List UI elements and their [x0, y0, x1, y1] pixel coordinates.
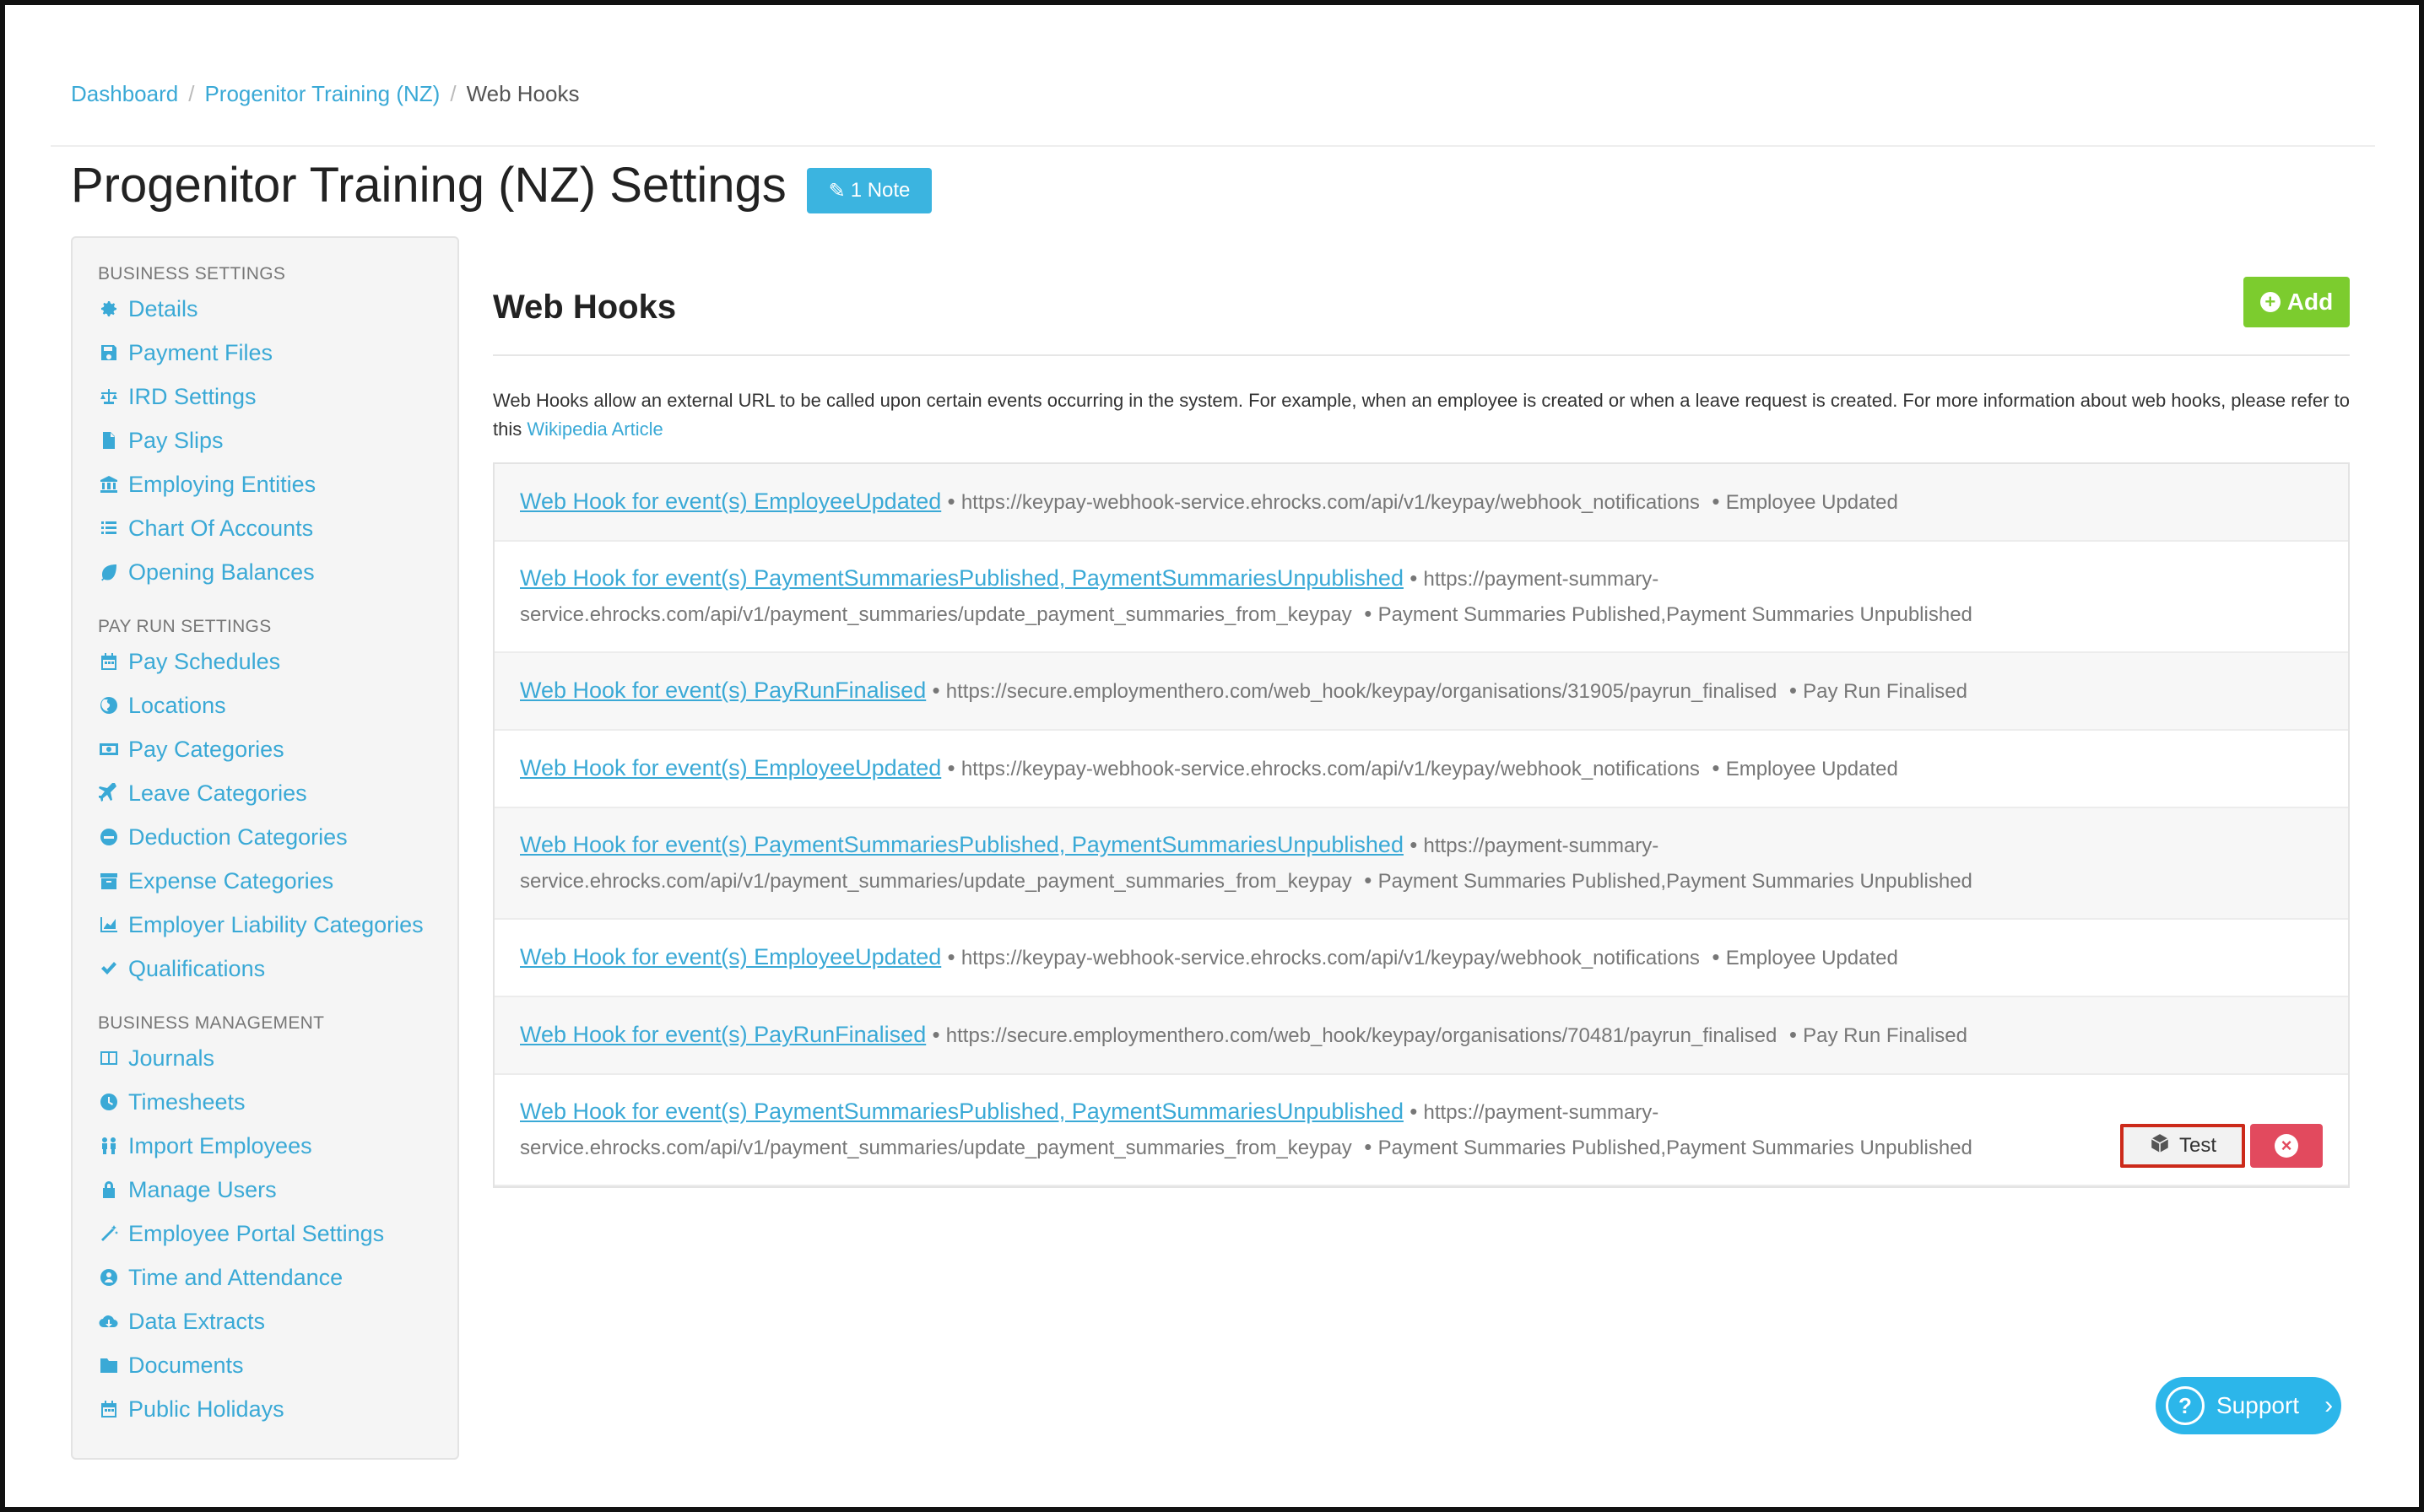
webhook-events: Employee Updated: [1725, 758, 1898, 780]
users-icon: [98, 1135, 120, 1157]
folder-icon: [98, 1354, 120, 1376]
sidebar-item-label: Data Extracts: [128, 1308, 266, 1334]
webhook-list: [493, 462, 2350, 1188]
webhook-url: https://payment-summary-service.ehrocks.com/api/v1/payment_summaries/update_payment_summaries_from_keypay: [520, 568, 1659, 626]
webhook-url: https://keypay-webhook-service.ehrocks.com/api/v1/keypay/webhook_notifications: [960, 491, 1700, 514]
header-divider: [51, 145, 2375, 147]
bullet-separator: •: [1403, 1099, 1424, 1124]
sidebar-item-label: IRD Settings: [128, 383, 257, 409]
sidebar-item-label: Pay Schedules: [128, 648, 281, 674]
sidebar-item-employing-entities[interactable]: [98, 462, 457, 506]
clock-icon: [98, 1091, 120, 1113]
sidebar-heading: BUSINESS MANAGEMENT: [98, 1013, 325, 1033]
wikipedia-link[interactable]: Wikipedia Article: [527, 418, 663, 440]
webhook-events: Pay Run Finalised: [1803, 1024, 1967, 1047]
page-title: Progenitor Training (NZ) Settings: [71, 158, 787, 213]
note-badge-label: 1 Note: [850, 179, 911, 202]
webhook-actions: [2120, 1124, 2323, 1168]
bullet-separator: •: [1351, 601, 1378, 626]
sidebar-item-label: Chart Of Accounts: [128, 515, 314, 541]
sidebar-item-label: Timesheets: [128, 1088, 246, 1115]
webhook-link[interactable]: Web Hook for event(s) PayRunFinalised: [520, 678, 927, 703]
breadcrumb-dashboard[interactable]: Dashboard: [71, 81, 179, 106]
sidebar-item-public-holidays[interactable]: [98, 1387, 457, 1431]
webhook-details: [520, 1094, 2073, 1165]
sidebar-item-leave-categories[interactable]: [98, 771, 457, 815]
webhook-row: [495, 1075, 2348, 1186]
globe-icon: [98, 694, 120, 716]
sidebar-item-employee-portal-settings[interactable]: [98, 1212, 457, 1256]
webhook-url: https://keypay-webhook-service.ehrocks.com/api/v1/keypay/webhook_notifications: [960, 758, 1700, 780]
archive-icon: [98, 870, 120, 892]
webhook-row: [495, 653, 2348, 731]
close-circle-icon: ×: [2275, 1134, 2298, 1158]
sidebar-item-payment-files[interactable]: [98, 331, 457, 375]
sidebar-item-label: Pay Categories: [128, 736, 284, 762]
bullet-separator: •: [1351, 1134, 1378, 1159]
sidebar-item-pay-schedules[interactable]: [98, 640, 457, 683]
webhook-details: [520, 828, 2073, 899]
webhook-events: Pay Run Finalised: [1803, 680, 1967, 703]
webhook-row: [495, 808, 2348, 920]
bullet-separator: •: [941, 489, 961, 514]
sidebar-item-ird-settings[interactable]: [98, 375, 457, 418]
webhook-details: [520, 940, 1898, 975]
scale-icon: [98, 386, 120, 408]
list-icon: [98, 517, 120, 539]
sidebar-item-data-extracts[interactable]: [98, 1299, 457, 1343]
sidebar-item-label: Public Holidays: [128, 1396, 284, 1422]
sidebar-group: [73, 262, 457, 594]
sidebar-item-manage-users[interactable]: [98, 1168, 457, 1212]
cloud-download-icon: [98, 1310, 120, 1332]
edit-icon: ✎: [828, 179, 846, 202]
sidebar-item-label: Expense Categories: [128, 867, 334, 894]
breadcrumb: [71, 81, 579, 107]
sidebar-item-label: Pay Slips: [128, 427, 224, 453]
webhook-details: [520, 484, 1898, 520]
note-badge[interactable]: [807, 168, 932, 213]
sidebar-item-pay-slips[interactable]: [98, 418, 457, 462]
cube-icon: [2149, 1132, 2171, 1160]
bullet-separator: •: [926, 1022, 946, 1047]
webhook-link[interactable]: Web Hook for event(s) PaymentSummariesPublished, PaymentSummariesUnpublished: [520, 1099, 1404, 1124]
webhook-events: Payment Summaries Published,Payment Summaries Unpublished: [1377, 1137, 1972, 1159]
sidebar-item-time-and-attendance[interactable]: [98, 1256, 457, 1299]
support-button[interactable]: [2156, 1377, 2341, 1434]
money-icon: [98, 738, 120, 760]
chart-icon: [98, 914, 120, 936]
webhook-details: [520, 1018, 1967, 1053]
sidebar-item-import-employees[interactable]: [98, 1124, 457, 1168]
webhook-events: Employee Updated: [1725, 491, 1898, 514]
sidebar-item-label: Payment Files: [128, 339, 273, 365]
sidebar-item-locations[interactable]: [98, 683, 457, 727]
check-icon: [98, 958, 120, 980]
sidebar-item-label: Qualifications: [128, 955, 266, 981]
person-icon: [98, 1266, 120, 1288]
sidebar-group: [73, 1011, 457, 1431]
sidebar-item-qualifications[interactable]: [98, 947, 457, 991]
webhook-url: https://secure.employmenthero.com/web_hook/keypay/organisations/31905/payrun_finalised: [945, 680, 1777, 703]
gear-icon: [98, 298, 120, 320]
bullet-separator: •: [1699, 755, 1726, 780]
add-webhook-button[interactable]: [2243, 277, 2350, 327]
plane-icon: [98, 782, 120, 804]
delete-webhook-button[interactable]: [2250, 1124, 2323, 1168]
sidebar-item-label: Employing Entities: [128, 471, 317, 497]
leaf-icon: [98, 561, 120, 583]
webhook-row: [495, 920, 2348, 997]
calendar-icon: [98, 651, 120, 672]
sidebar-item-chart-of-accounts[interactable]: [98, 506, 457, 550]
sidebar-item-label: Employer Liability Categories: [128, 911, 424, 937]
sidebar-item-details[interactable]: [98, 287, 457, 331]
bullet-separator: •: [1699, 489, 1726, 514]
section-divider: [493, 354, 2350, 356]
bullet-separator: •: [1699, 944, 1726, 969]
help-icon: ?: [2166, 1386, 2205, 1425]
webhook-events: Employee Updated: [1725, 947, 1898, 969]
webhook-link[interactable]: Web Hook for event(s) EmployeeUpdated: [520, 944, 942, 969]
minus-circle-icon: [98, 826, 120, 848]
sidebar-heading: PAY RUN SETTINGS: [98, 617, 272, 636]
sidebar-item-label: Import Employees: [128, 1132, 312, 1158]
test-button-label: Test: [2178, 1134, 2216, 1157]
sidebar-item-label: Locations: [128, 692, 226, 718]
plus-circle-icon: +: [2260, 292, 2281, 312]
bullet-separator: •: [1777, 678, 1804, 703]
webhook-link[interactable]: Web Hook for event(s) PaymentSummariesPublished, PaymentSummariesUnpublished: [520, 832, 1404, 857]
calendar-icon: [98, 1398, 120, 1420]
sidebar-item-timesheets[interactable]: [98, 1080, 457, 1124]
sidebar-item-deduction-categories[interactable]: [98, 815, 457, 859]
breadcrumb-business[interactable]: Progenitor Training (NZ): [204, 81, 441, 106]
sidebar-item-label: Opening Balances: [128, 559, 315, 585]
webhook-events: Payment Summaries Published,Payment Summaries Unpublished: [1377, 603, 1972, 626]
bullet-separator: •: [1403, 832, 1424, 857]
webhook-url: https://secure.employmenthero.com/web_hook/keypay/organisations/70481/payrun_finalised: [945, 1024, 1777, 1047]
webhooks-description: [493, 386, 2350, 444]
breadcrumb-separator: /: [450, 81, 457, 106]
webhook-details: [520, 673, 1967, 709]
webhook-url: https://payment-summary-service.ehrocks.com/api/v1/payment_summaries/update_payment_summaries_from_keypay: [520, 1101, 1659, 1159]
file-icon: [98, 429, 120, 451]
sidebar-item-documents[interactable]: [98, 1343, 457, 1387]
sidebar-item-label: Time and Attendance: [128, 1264, 344, 1290]
lock-icon: [98, 1179, 120, 1201]
book-icon: [98, 1047, 120, 1069]
bullet-separator: •: [1403, 565, 1424, 591]
bullet-separator: •: [926, 678, 946, 703]
webhook-row: [495, 464, 2348, 542]
sidebar-item-label: Deduction Categories: [128, 824, 348, 850]
bullet-separator: •: [1351, 867, 1378, 893]
sidebar-item-label: Leave Categories: [128, 780, 307, 806]
webhook-link[interactable]: Web Hook for event(s) PayRunFinalised: [520, 1022, 927, 1047]
sidebar-item-opening-balances[interactable]: [98, 550, 457, 594]
settings-sidebar: [71, 236, 459, 1460]
webhook-row: [495, 731, 2348, 808]
webhook-link[interactable]: Web Hook for event(s) PaymentSummariesPublished, PaymentSummariesUnpublished: [520, 565, 1404, 591]
test-webhook-button[interactable]: [2120, 1124, 2245, 1168]
sidebar-item-journals[interactable]: [98, 1036, 457, 1080]
support-label: Support: [2216, 1392, 2300, 1418]
bullet-separator: •: [941, 755, 961, 780]
sidebar-item-label: Manage Users: [128, 1176, 277, 1202]
sidebar-item-label: Journals: [128, 1045, 215, 1071]
description-text: Web Hooks allow an external URL to be called upon certain events occurring in the system. For example, when an employee is created or when a leave request is created. For more information about web hooks, please refer to this: [493, 390, 2350, 440]
webhook-url: https://keypay-webhook-service.ehrocks.com/api/v1/keypay/webhook_notifications: [960, 947, 1700, 969]
section-title: Web Hooks: [493, 289, 677, 326]
sidebar-group: [73, 614, 457, 991]
webhook-row: [495, 997, 2348, 1075]
webhook-details: [520, 561, 2073, 632]
bank-icon: [98, 473, 120, 495]
sidebar-item-expense-categories[interactable]: [98, 859, 457, 903]
webhook-url: https://payment-summary-service.ehrocks.com/api/v1/payment_summaries/update_payment_summaries_from_keypay: [520, 834, 1659, 893]
webhook-events: Payment Summaries Published,Payment Summaries Unpublished: [1377, 870, 1972, 893]
sidebar-item-label: Employee Portal Settings: [128, 1220, 385, 1246]
floppy-icon: [98, 342, 120, 364]
webhook-row: [495, 542, 2348, 653]
bullet-separator: •: [941, 944, 961, 969]
sidebar-item-employer-liability-categories[interactable]: [98, 903, 457, 947]
webhook-link[interactable]: Web Hook for event(s) EmployeeUpdated: [520, 489, 942, 514]
webhook-details: [520, 751, 1898, 786]
breadcrumb-current: Web Hooks: [466, 81, 580, 106]
bullet-separator: •: [1777, 1022, 1804, 1047]
webhook-link[interactable]: Web Hook for event(s) EmployeeUpdated: [520, 755, 942, 780]
add-button-label: Add: [2286, 289, 2334, 315]
sidebar-heading: BUSINESS SETTINGS: [98, 264, 286, 284]
breadcrumb-separator: /: [188, 81, 195, 106]
sidebar-item-label: Documents: [128, 1352, 244, 1378]
sidebar-item-pay-categories[interactable]: [98, 727, 457, 771]
chevron-right-icon: ›: [2324, 1391, 2334, 1419]
sidebar-item-label: Details: [128, 295, 198, 321]
wand-icon: [98, 1223, 120, 1245]
